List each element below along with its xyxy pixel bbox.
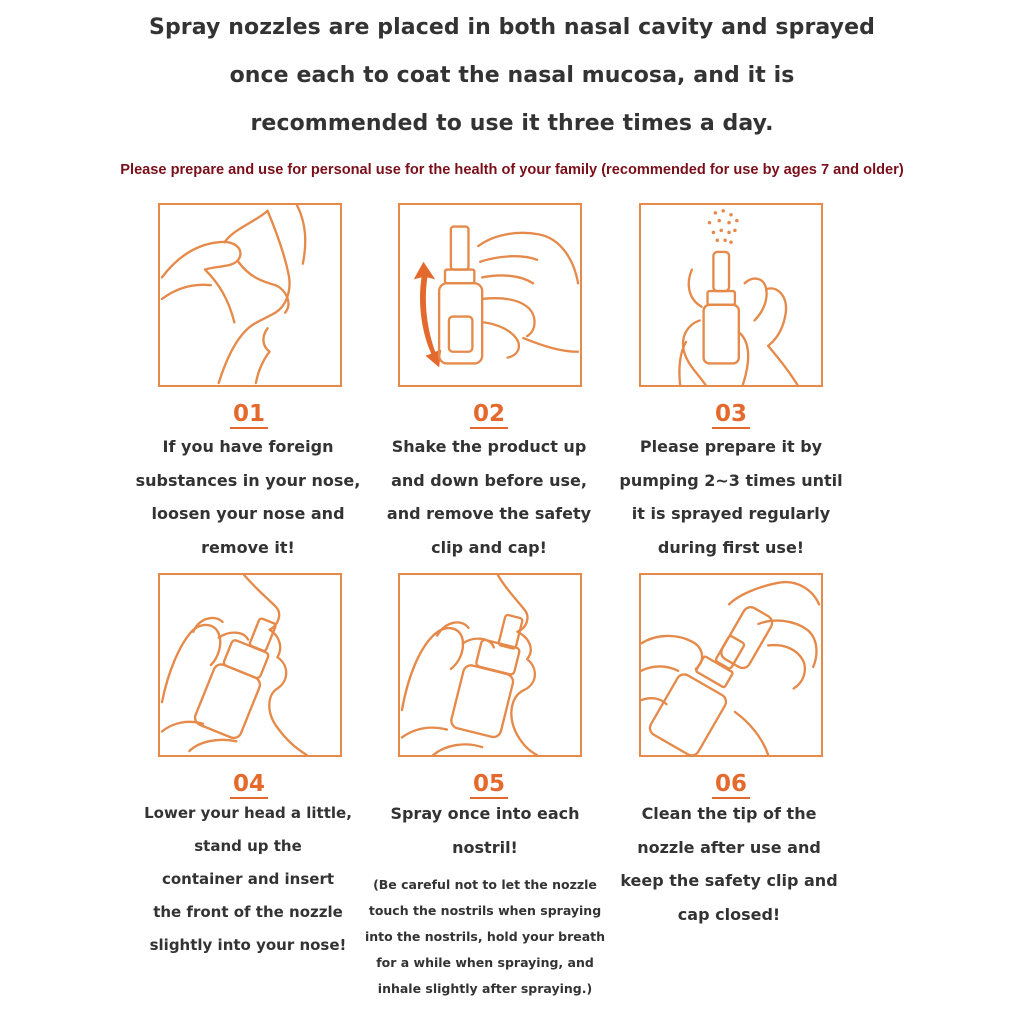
subtitle: Please prepare and use for personal use for the health of your family (recommended for use by ages 7 and older) (120, 162, 904, 178)
step-4-number: 04 (129, 771, 369, 797)
step-4-text: Lower your head a little, stand up the container and insert the front of the nozzle slightly into your nose! (144, 804, 352, 954)
header (0, 4, 1024, 148)
step-3-text: Please prepare it by pumping 2~3 times until it is sprayed regularly during first use! (619, 437, 843, 557)
step-6-text: Clean the tip of the nozzle after use and keep the safety clip and cap closed! (620, 804, 838, 924)
step-1-text: If you have foreign substances in your nose, loosen your nose and remove it! (135, 437, 361, 557)
header-line-1: Spray nozzles are placed in both nasal cavity and sprayed (149, 15, 875, 40)
pump-spray-icon (641, 205, 821, 385)
header-line-3: recommended to use it three times a day. (250, 111, 774, 136)
step-1-illustration (158, 203, 342, 387)
step-1-number: 01 (129, 401, 369, 427)
step-2-illustration (398, 203, 582, 387)
close-cap-icon (641, 575, 821, 755)
insert-nozzle-icon (160, 575, 340, 755)
step-6-number: 06 (611, 771, 851, 797)
shake-bottle-icon (400, 205, 580, 385)
step-5-illustration (398, 573, 582, 757)
header-line-2: once each to coat the nasal mucosa, and it is (229, 63, 795, 88)
tissue-blowing-nose-icon (160, 205, 340, 385)
step-5-note: (Be careful not to let the nozzle touch the nostrils when spraying into the nostrils, hold your breath for a while when spraying, and inhale slightly after spraying.) (364, 877, 606, 996)
step-2-text: Shake the product up and down before use, and remove the safety clip and cap! (386, 437, 592, 557)
step-5-number: 05 (369, 771, 609, 797)
step-3-illustration (639, 203, 823, 387)
step-4-illustration (158, 573, 342, 757)
step-5-text: Spray once into each nostril! (390, 804, 580, 857)
spray-nostril-icon (400, 575, 580, 755)
step-3-number: 03 (611, 401, 851, 427)
step-2-number: 02 (369, 401, 609, 427)
step-6-illustration (639, 573, 823, 757)
